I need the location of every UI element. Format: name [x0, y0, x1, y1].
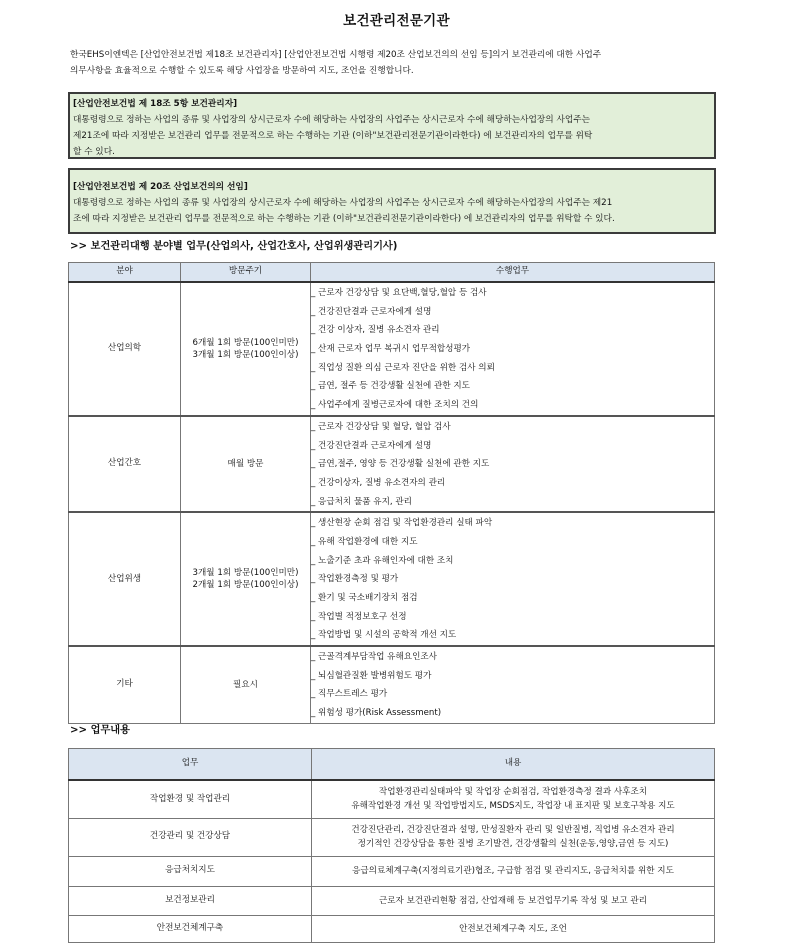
- task-item: _ 근골격계부담작업 유해요인조사: [311, 648, 714, 667]
- law-18-line: 할 수 있다.: [73, 147, 115, 157]
- category-cell: 산업의학: [69, 282, 181, 416]
- category-cell: 기타: [69, 646, 181, 723]
- task-item: _ 건강진단결과 근로자에게 설명: [311, 303, 714, 322]
- task-item: _ 건강 이상자, 질병 유소견자 관리: [311, 321, 714, 340]
- content-line: 정기적인 건강상담을 통한 질병 조기발견, 건강생활의 실천(운동,영양,금연 등 지도): [357, 839, 669, 849]
- visit-line: 6개월 1회 방문(100인미만): [192, 337, 299, 348]
- law-20-line: 대통령령으로 정하는 사업의 종류 및 사업장의 상시근로자 수에 해당하는 사업장의 사업주는 상시근로자 수에 해당하는사업장의 사업주는 제21: [73, 198, 613, 208]
- task-item: _ 생산현장 순회 점검 및 작업환경관리 실태 파악: [311, 514, 714, 533]
- task-item: _ 뇌심혈관질환 발병위험도 평가: [311, 667, 714, 686]
- task-item: _ 근로자 건강상담 및 혈당, 혈압 검사: [311, 418, 714, 437]
- table-row: [69, 416, 715, 512]
- header-content: 내용: [312, 749, 715, 781]
- visit-cell: [181, 282, 311, 416]
- content-cell: [312, 818, 715, 856]
- section-heading-services: >> 보건관리대행 분야별 업무(산업의사, 산업간호사, 산업위생관리기사): [70, 241, 398, 252]
- task-item: _ 건강이상자, 질병 유소견자의 관리: [311, 474, 714, 493]
- task-item: _ 환기 및 국소배기장치 점검: [311, 589, 714, 608]
- intro-line: 한국EHS이엔텍은 [산업안전보건법 제18조 보건관리자] [산업안전보건법 시행령 제20조 산업보건의의 선임 등]의거 보건관리에 대한 사업주: [70, 50, 602, 60]
- task-item: _ 노출기준 초과 유해인자에 대한 조치: [311, 552, 714, 571]
- work-cell: 건강관리 및 건강상담: [69, 818, 312, 856]
- work-cell: 작업환경 및 작업관리: [69, 780, 312, 818]
- table-header-row: [69, 749, 715, 781]
- header-visit-cycle: 방문주기: [181, 263, 311, 283]
- table-row: [69, 282, 715, 416]
- content-cell: [312, 915, 715, 942]
- header-tasks: 수행업무: [311, 263, 715, 283]
- work-table: [68, 748, 715, 943]
- tasks-cell: [311, 282, 715, 416]
- task-item: _ 금연, 절주 등 건강생활 실천에 관한 지도: [311, 377, 714, 396]
- table-row: [69, 512, 715, 646]
- visit-line: 필요시: [233, 679, 258, 690]
- law-18-line: 제21조에 따라 지정받은 보건관리 업무를 전문적으로 하는 수행하는 기관 (이하"보건관리전문기관이라한다) 에 보건관리자의 업무를 위탁: [73, 131, 593, 141]
- table-row: [69, 856, 715, 886]
- visit-line: 3개월 1회 방문(100인미만): [192, 568, 299, 579]
- task-item: _ 작업환경측정 및 평가: [311, 570, 714, 589]
- content-cell: [312, 886, 715, 915]
- work-cell: 응급처치지도: [69, 856, 312, 886]
- page-title: 보건관리전문기관: [343, 13, 450, 29]
- table-row: [69, 780, 715, 818]
- tasks-cell: [311, 646, 715, 723]
- content-line: 안전보건체계구축 지도, 조언: [459, 923, 567, 934]
- header-work: 업무: [69, 749, 312, 781]
- tasks-cell: [311, 416, 715, 512]
- law-18-title: [산업안전보건법 제 18조 5항 보건관리자]: [73, 99, 238, 109]
- task-item: _ 사업주에게 질병근로자에 대한 조치의 건의: [311, 396, 714, 415]
- content-cell: [312, 780, 715, 818]
- task-item: _ 직무스트레스 평가: [311, 685, 714, 704]
- visit-cell: [181, 646, 311, 723]
- content-line: 건강진단관리, 건강진단결과 설명, 만성질환자 관리 및 일반질병, 직업병 유소견자 관리: [351, 825, 675, 835]
- category-cell: 산업위생: [69, 512, 181, 646]
- content-cell: [312, 856, 715, 886]
- content-line: 작업환경관리실태파악 및 작업장 순회점검, 작업환경측정 결과 사후조치: [378, 787, 648, 798]
- header-field: 분야: [69, 263, 181, 283]
- visit-line: 2개월 1회 방문(100인이상): [192, 580, 299, 591]
- task-item: _ 금연,절주, 영양 등 건강생활 실천에 관한 지도: [311, 455, 714, 474]
- service-table: [68, 262, 715, 724]
- table-header-row: [69, 263, 715, 283]
- law-18-line: 대통령령으로 정하는 사업의 종류 및 사업장의 상시근로자 수에 해당하는 사업장의 사업주는 상시근로자 수에 해당하는사업장의 사업주는: [73, 115, 591, 125]
- content-line: 응급의료체계구축(지정의료기관)협조, 구급함 점검 및 관리지도, 응급처치를 위한 지도: [352, 866, 674, 876]
- law-20-box: [68, 168, 716, 234]
- task-item: _ 건강진단결과 근로자에게 설명: [311, 437, 714, 456]
- work-cell: 안전보건체계구축: [69, 915, 312, 942]
- table-row: [69, 886, 715, 915]
- task-item: _ 응급처치 물품 유지, 관리: [311, 493, 714, 512]
- law-20-title: [산업안전보건법 제 20조 산업보건의의 선임]: [73, 182, 248, 192]
- section-heading-work: >> 업무내용: [70, 725, 130, 736]
- law-20-line: 조에 따라 지정받은 보건관리 업무를 전문적으로 하는 수행하는 기관 (이하"보건관리전문기관이라한다) 에 보건관리자의 업무를 위탁할 수 있다.: [73, 214, 615, 224]
- visit-line: 3개월 1회 방문(100인이상): [192, 349, 299, 360]
- content-line: 유해작업환경 개선 및 작업방법지도, MSDS지도, 작업장 내 표지판 및 보호구착용 지도: [351, 801, 675, 812]
- visit-cell: [181, 416, 311, 512]
- task-item: _ 직업성 질환 의심 근로자 진단을 위한 검사 의뢰: [311, 359, 714, 378]
- work-cell: 보건정보관리: [69, 886, 312, 915]
- tasks-cell: [311, 512, 715, 646]
- task-item: _ 작업별 적정보호구 선정: [311, 608, 714, 627]
- visit-line: 매월 방문: [227, 459, 264, 470]
- content-line: 근로자 보건관리현황 점검, 산업재해 등 보건업무기록 작성 및 보고 관리: [378, 895, 648, 906]
- table-row: [69, 818, 715, 856]
- task-item: _ 위험성 평가(Risk Assessment): [311, 704, 714, 723]
- task-item: _ 유해 작업환경에 대한 지도: [311, 533, 714, 552]
- visit-cell: [181, 512, 311, 646]
- task-item: _ 작업방법 및 시설의 공학적 개선 지도: [311, 626, 714, 645]
- intro-line: 의무사항을 효율적으로 수행할 수 있도록 해당 사업장을 방문하여 지도, 조언을 진행합니다.: [70, 66, 414, 76]
- task-item: _ 근로자 건강상담 및 요단백,혈당,혈압 등 검사: [311, 284, 714, 303]
- table-row: [69, 646, 715, 723]
- category-cell: 산업간호: [69, 416, 181, 512]
- task-item: _ 산재 근로자 업무 복귀시 업무적합성평가: [311, 340, 714, 359]
- table-row: [69, 915, 715, 942]
- law-18-box: [68, 92, 716, 159]
- intro-paragraph: [70, 47, 720, 79]
